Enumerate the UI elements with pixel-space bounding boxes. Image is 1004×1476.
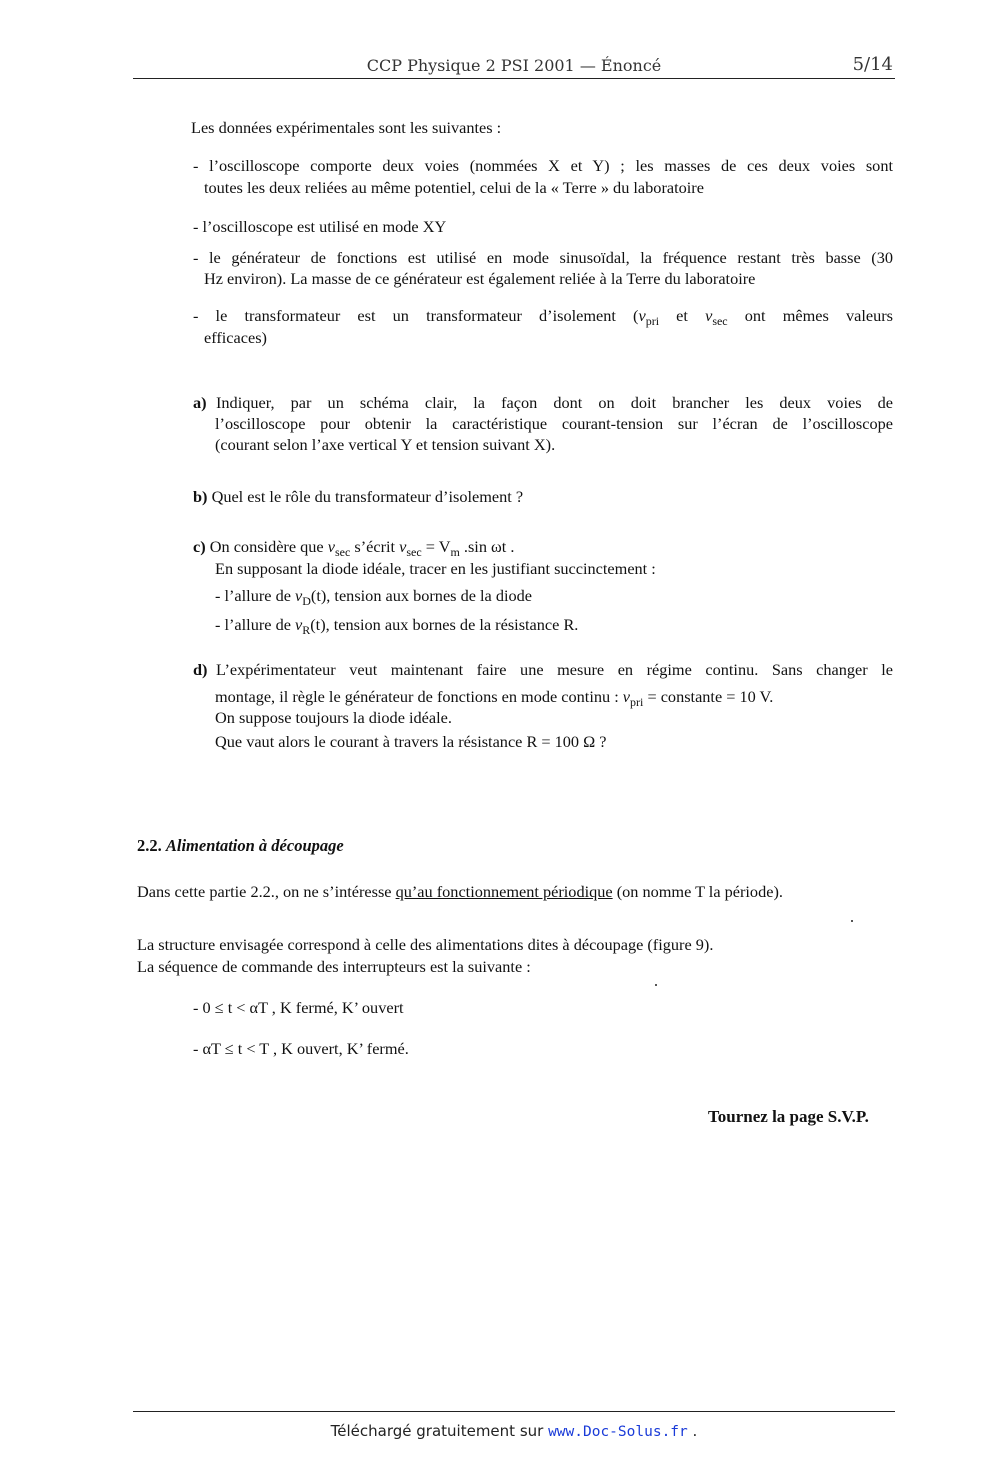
question-d-line-2: montage, il règle le générateur de fonctions en mode continu : $v_{pri}$ = constante = 10 V. [215,687,774,709]
turn-page-note: Tournez la page S.V.P. [708,1107,869,1126]
footer-text: Téléchargé gratuitement sur [330,1422,549,1440]
bullet-4-line-2: efficaces) [204,328,267,347]
scan-speck-2 [655,984,657,986]
question-c-line-4: - l’allure de $v_R(t)$, tension aux bornes de la résistance R. [215,615,579,637]
section-intro: Dans cette partie 2.2., on ne s’intéresse qu’au fonctionnement périodique (on nomme T la période). [137,882,783,901]
bullet-3-line-1: - le générateur de fonctions est utilisé en mode sinusoïdal, la fréquence restant très basse (30 [193,248,893,267]
question-a-line-2: l’oscilloscope pour obtenir la caractéristique courant-tension sur l’écran de l’oscilloscope [215,414,893,433]
intro-text: Les données expérimentales sont les suivantes : [191,118,502,137]
section-heading: 2.2. Alimentation à découpage [137,836,344,855]
question-d-line-1: L’expérimentateur veut maintenant faire une mesure en régime continu. Sans changer le [216,660,893,679]
question-a-line-1: Indiquer, par un schéma clair, la façon dont on doit brancher les deux voies de [216,393,893,412]
page-header [133,54,895,79]
question-d-line-3: On suppose toujours la diode idéale. [215,708,452,727]
sequence-item-2: - αT ≤ t < T , K ouvert, K’ fermé. [193,1039,409,1058]
question-c-line-2: En supposant la diode idéale, tracer en les justifiant succinctement : [215,559,656,578]
question-b: b) Quel est le rôle du transformateur d’isolement ? [193,487,524,506]
structure-line-1: La structure envisagée correspond à celle des alimentations dites à découpage (figure 9). [137,935,714,954]
header-title: CCP Physique 2 PSI 2001 — Énoncé [366,56,662,75]
footer-link[interactable]: www.Doc-Solus.fr [548,1424,688,1440]
question-c-line-1: c) On considère que $v_{sec}$ s’écrit $v_{sec} = V_m$ .sin ωt . [193,537,515,559]
question-a-label: a) [193,393,207,412]
page-footer: Téléchargé gratuitement sur www.Doc-Solus.fr . [330,1422,698,1440]
bullet-4-line-1: - le transformateur est un transformateur d’isolement ($v_{pri}$ et $v_{sec}$ ont mêmes valeurs [193,306,893,328]
footer-rule [133,1411,895,1412]
page-number: 5/14 [852,54,893,75]
question-b-label: b) [193,487,208,506]
bullet-1-line-2: toutes les deux reliées au même potentiel, celui de la « Terre » du laboratoire [204,178,704,197]
question-d-line-4: Que vaut alors le courant à travers la résistance R = 100 Ω ? [215,732,607,751]
question-a-line-3: (courant selon l’axe vertical Y et tension suivant X). [215,435,556,454]
structure-line-2: La séquence de commande des interrupteurs est la suivante : [137,957,531,976]
question-d-label: d) [193,660,208,679]
question-c-line-3: - l’allure de $v_D(t)$, tension aux bornes de la diode [215,586,533,608]
bullet-1-line-1: - l’oscilloscope comporte deux voies (nommées X et Y) ; les masses de ces deux voies sont [193,156,893,175]
question-c-label: c) [193,537,206,556]
sequence-item-1: - 0 ≤ t < αT , K fermé, K’ ouvert [193,998,404,1017]
bullet-3-line-2: Hz environ). La masse de ce générateur est également reliée à la Terre du laboratoire [204,269,756,288]
bullet-2: - l’oscilloscope est utilisé en mode XY [193,217,447,236]
scan-speck [851,920,853,922]
